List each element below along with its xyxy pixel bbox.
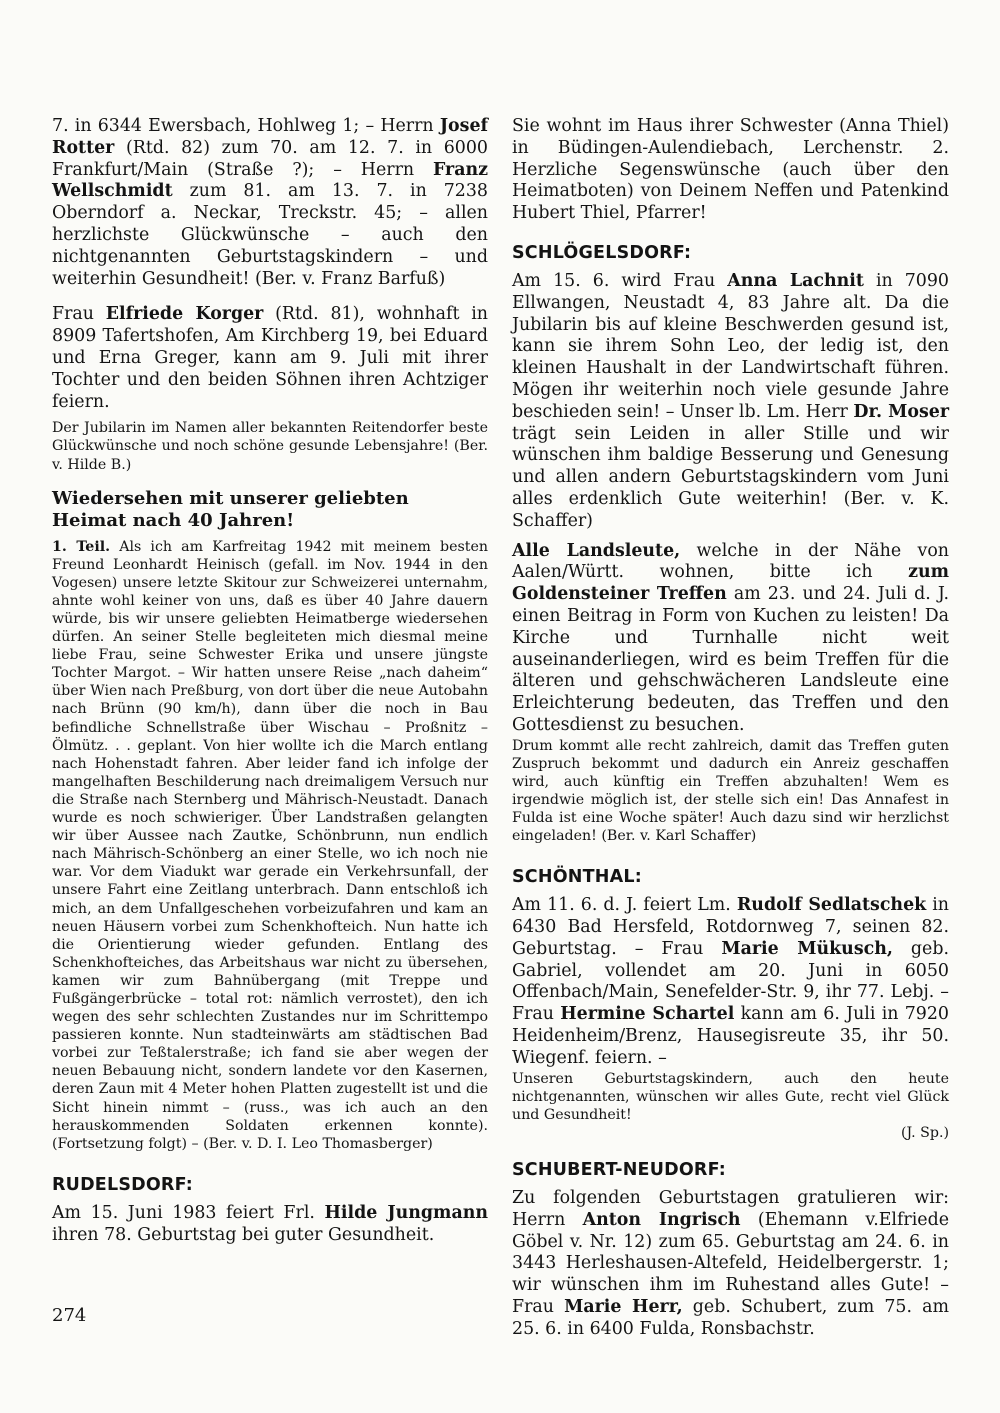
text-run: geb. Gabriel, vollendet am 20. Juni in 6050 Offenbach/Main, Senefelder-Str. 9, ihr 77. Lebj. – Frau: [512, 938, 949, 1025]
section-heading-rudelsdorf: RUDELSDORF:: [52, 1174, 193, 1195]
name-elfriede-korger: Elfriede Korger: [105, 304, 264, 325]
text-run: (Rtd. 81), wohnhaft in 8909 Tafertshofen, Am Kirchberg 19, bei Eduard und Erna Greger, kann am 9. Juli mit ihrer Tochter und den beiden Söhnen ihren Achtziger feiern.: [52, 304, 489, 412]
text-run: in 7090 Ellwangen, Neustadt 4, 83 Jahre alt. Da die Jubilarin bis auf kleine Beschwerden gesund ist, kann sie ihrem Sohn Leo, der ledig ist, den kleinen Haushalt in der Landwirtschaft führen. Mögen ihr weiterhin noch viele gesunde Jahre beschieden sein! – Unser lb. Lm. Herr: [512, 270, 950, 422]
schloegelsdorf-paragraph: [512, 271, 949, 533]
left-column: [52, 116, 488, 1246]
schoenthal-wishes: [512, 1070, 949, 1124]
name-rudolf-sedlatschek: Rudolf Sedlatschek: [736, 895, 927, 916]
schoenthal-paragraph: [512, 895, 949, 1069]
signature: (J. Sp.): [901, 1124, 949, 1141]
text-run: Frau: [52, 304, 106, 325]
wishes-paragraph-korger: Der Jubilarin im Namen aller bekannten Reitendorfer beste Glückwünsche und noch schöne gesunde Lebensjahre! (Ber. v. Hilde B.): [52, 420, 488, 473]
name-dr-moser: Dr. Moser: [853, 401, 950, 422]
text-run: kann am 6. Juli in 7920 Heidenheim/Brenz, Hausegisreute 35, ihr 50. Wiegenf. feiern. –: [512, 1004, 949, 1068]
name-marie-muekusch: Marie Mükusch,: [721, 938, 893, 959]
text-run: ihren 78. Geburtstag bei guter Gesundheit.: [52, 1224, 435, 1245]
name-anna-lachnit: Anna Lachnit: [727, 270, 864, 291]
name-marie-herr: Marie Herr,: [564, 1297, 683, 1318]
birthday-paragraph-ewersbach: [52, 116, 488, 290]
goldenstein-invitation: Drum kommt alle recht zahlreich, damit das Treffen guten Zuspruch bekommt und dadurch ein Anreiz geschaffen wird, auch künftig ein Treffen abzuhalten! Wem es irgendwie möglich ist, der stelle sich ein! Das Annafest in Fulda ist eine Woche später! Auch dazu sind wir herzlichst eingeladen! (Ber. v. Karl Schaffer): [512, 737, 949, 845]
section-heading-schubert-neudorf: SCHUBERT-NEUDORF:: [512, 1160, 726, 1181]
text-run: (Ehemann v.Elfriede Göbel v. Nr. 12) zum 65. Geburtstag am 24. 6. in 3443 Herleshausen-Altefeld, Heidelbergerstr. 1; wir wünschen ihm im Ruhestand alles Gute! – Frau: [512, 1209, 949, 1318]
section-heading-schloegelsdorf: SCHLÖGELSDORF:: [512, 242, 692, 263]
goldenstein-paragraph: [512, 541, 949, 737]
text-run: Am 11. 6. d. J. feiert Lm.: [512, 895, 737, 916]
text-run: zum 81. am 13. 7. in 7238 Oberndorf a. Neckar, Treckstr. 45; – allen herzlichste Glückwünsche – auch den nichtgenannten Geburtstagskindern – und weiterhin Gesundheit! (Ber. v. Franz Barfuß): [52, 181, 488, 289]
article-title: Wiedersehen mit unserer geliebten Heimat nach 40 Jahren!: [52, 487, 409, 531]
name-josef-rotter: Josef Rotter: [52, 116, 488, 158]
name-hilde-jungmann: Hilde Jungmann: [324, 1202, 488, 1223]
name-franz-wellschmidt: Franz Wellschmidt: [52, 159, 488, 202]
name-anton-ingrisch: Anton Ingrisch: [582, 1209, 741, 1230]
schubert-neudorf-paragraph: [512, 1188, 949, 1341]
text-run: trägt sein Leiden in aller Stille und wir wünschen ihm baldige Besserung und Genesung und allen andern Geburtstagskindern vom Juni alles erdenklich Gute weiterhin! (Ber. v. K. Schaffer): [512, 423, 949, 531]
text-run: Zu folgenden Geburtstagen gratulieren wir: Herrn: [512, 1188, 949, 1230]
text-run: welche in der Nähe von Aalen/Württ. wohnen, bitte ich: [512, 540, 949, 583]
goldensteiner-treffen: zum Goldensteiner Treffen: [512, 562, 949, 605]
section-heading-schoenthal: SCHÖNTHAL:: [512, 867, 642, 888]
article-lead: 1. Teil.: [52, 538, 111, 555]
text-run: Unseren Geburtstagskindern, auch den heute nichtgenannten, wünschen wir alles Gute, recht viel Glück und Gesundheit!: [512, 1070, 949, 1123]
text-run: Am 15. 6. wird Frau: [512, 270, 728, 291]
text-run: am 23. und 24. Juli d. J. einen Beitrag in Form von Kuchen zu leisten! Da Kirche und Turnhalle nicht weit auseinanderliegen, wird es beim Treffen für die älteren und gehschwächeren Landsleute eine Erleichterung bedeuten, das Treffen und den Gottesdienst zu besuchen.: [512, 584, 949, 735]
thiel-paragraph: Sie wohnt im Haus ihrer Schwester (Anna Thiel) in Büdingen-Aulendiebach, Lerchenstr. 2. Herzliche Segenswünsche (auch über den Heimatboten) von Deinem Neffen und Patenkind Hubert Thiel, Pfarrer!: [512, 116, 949, 224]
text-run: 7. in 6344 Ewersbach, Hohlweg 1; – Herrn: [52, 116, 440, 136]
article-body: [52, 538, 488, 1153]
text-run: Als ich am Karfreitag 1942 mit meinem besten Freund Leonhardt Heinisch (gefall. im Nov. 1944 in den Vogesen) unsere letzte Skitour zur Schweizerei unternahm, ahnte wohl keiner von uns, daß es über 40 Jahre dauern würde, bis wir unsere geliebten Heimatberge wiedersehen dürfen. An seiner Stelle begleiteten mich diesmal meine liebe Frau, seine Schwester Erika und unsere jüngste Tochter Margot. – Wir hatten unsere Reise „nach daheim“ über Wien nach Preßburg, von dort über die neue Autobahn nach Brünn (90 km/h), dann über die noch in Bau befindliche Schnellstraße über Wischau – Proßnitz – Ölmütz. . . geplant. Von hier wollte ich die March entlang nach Hohenstadt fahren. Aber leider fand ich infolge der mangelhaften Beschilderung nach dreimaligem Versuch nur die Straße nach Sternberg und Mährisch-Neustadt. Danach wurde es noch schwieriger. Über Landstraßen gelangten wir über Aussee nach Zautke, Schönbrunn, nun endlich nach Mährisch-Schönberg an einer Stelle, wo ich noch nie war. Vor dem Viadukt war gerade ein Verkehrsunfall, der unsere Fahrt eine Zeitlang unterbrach. Dann entschloß ich mich, an dem Unfallgeschehen vorbeizufahren und kam an neuen Häusern vorbei zum Schenkhofteich. Nun hatte ich die Orientierung wieder gefunden. Entlang des Schenkhofteiches, das Arbeitshaus war nicht zu übersehen, kamen wir zum Bahnübergang (mit Treppe und Fußgängerbrücke – total rot: nämlich verrostet), den ich wegen des sehr schlechten Zustandes nur im Schrittempo passieren konnte. Nun stadteinwärts am städtischen Bad vorbei zur Teßtalerstraße; ich fand sie aber wegen der neuen Bebauung nicht, sondern landete vor den Kasernen, deren Zaun mit 4 Meter hohen Platten zugestellt ist und die Sicht hinein nimmt – (russ., was ich auch an den herauskommenden Soldaten erkennen konnte). (Fortsetzung folgt) – (Ber. v. D. I. Leo Thomasberger): [52, 538, 488, 1152]
text-run: in 6430 Bad Hersfeld, Rotdornweg 7, seinen 82. Geburtstag. – Frau: [512, 895, 949, 959]
right-column: [512, 116, 949, 1341]
name-hermine-schartel: Hermine Schartel: [560, 1004, 735, 1025]
text-run: geb. Schubert, zum 75. am 25. 6. in 6400 Fulda, Ronsbachstr.: [512, 1297, 949, 1339]
page-number: 274: [52, 1305, 87, 1326]
text-run: (Rtd. 82) zum 70. am 12. 7. in 6000 Frankfurt/Main (Straße ?); – Herrn: [52, 137, 488, 180]
rudelsdorf-paragraph: [52, 1203, 488, 1247]
birthday-paragraph-korger: [52, 304, 488, 413]
alle-landsleute: Alle Landsleute,: [512, 540, 681, 561]
schoenthal-signature-line: [512, 1124, 949, 1142]
text-run: Am 15. Juni 1983 feiert Frl.: [52, 1202, 325, 1223]
